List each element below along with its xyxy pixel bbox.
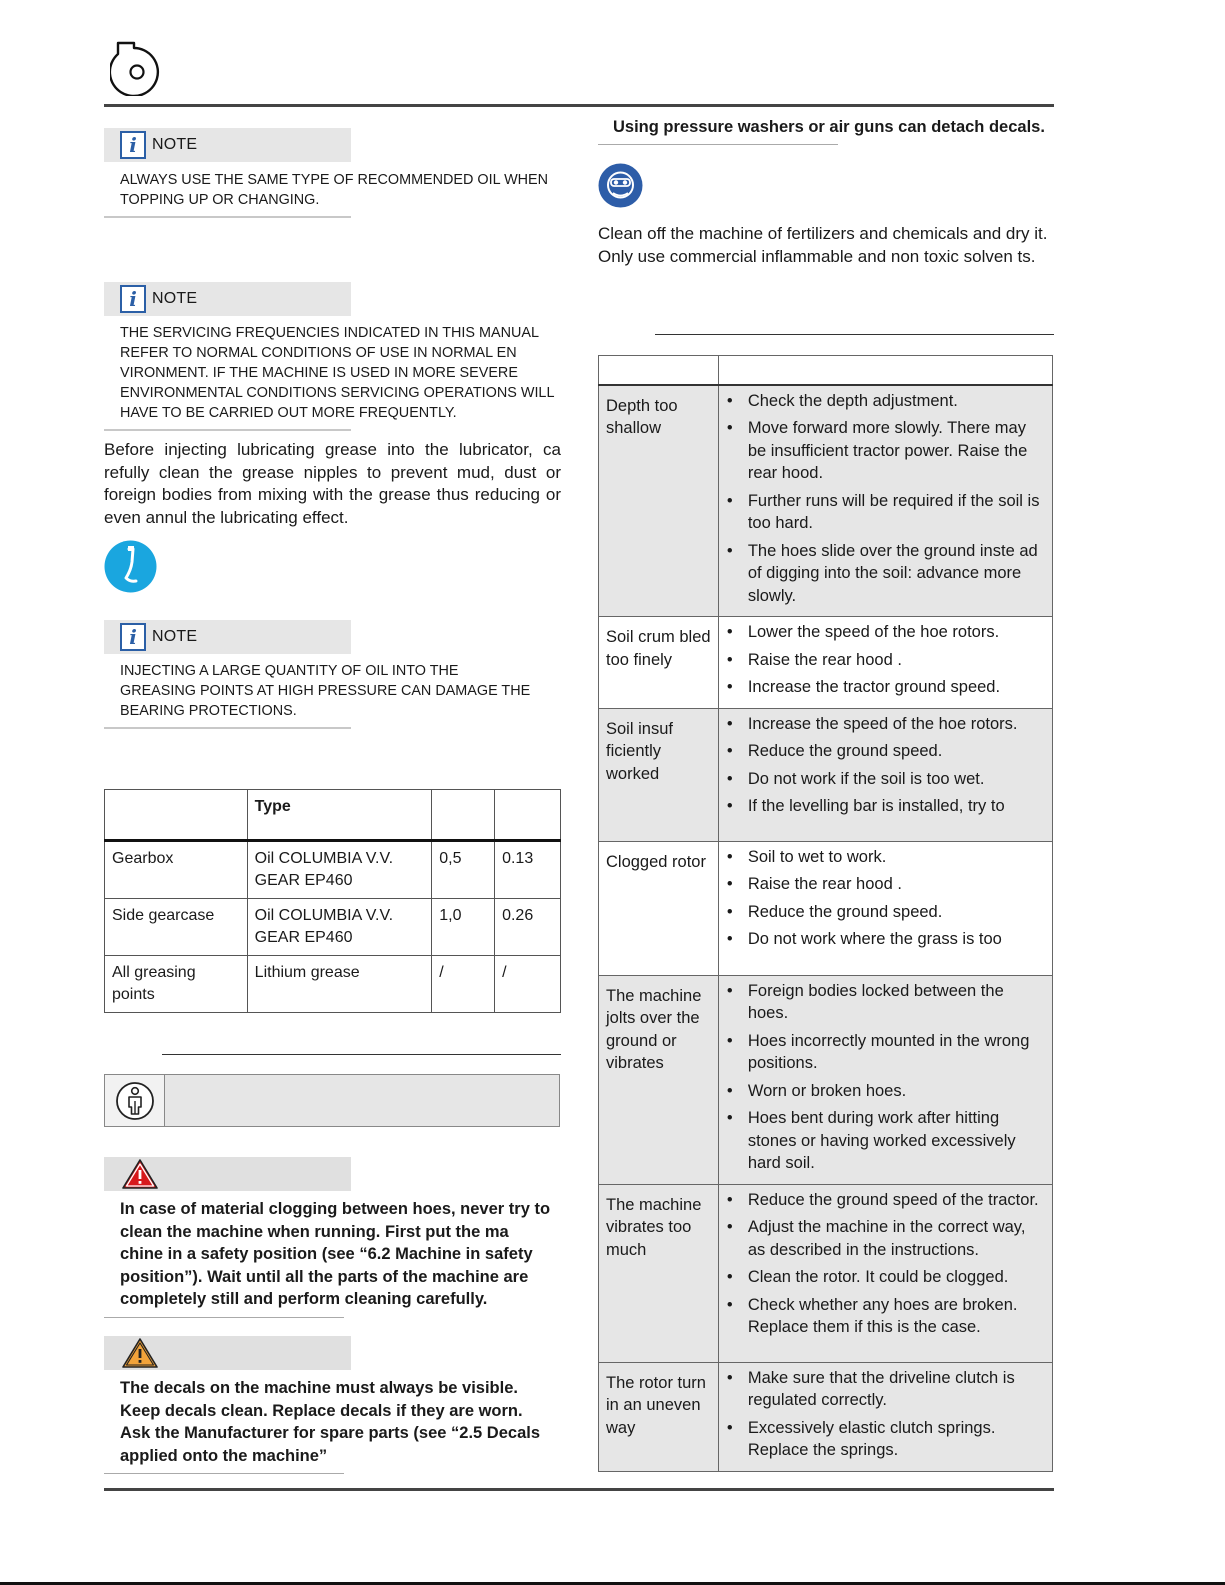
remedy-cell (718, 617, 1052, 709)
table-row (599, 385, 1053, 617)
warning-header (104, 1336, 351, 1370)
remedy-list (727, 621, 1046, 699)
problem-cell: The machine vibrates too much (599, 1184, 719, 1362)
list-item: • Lower the speed of the hoe rotors. (727, 621, 1046, 644)
operator-box (104, 1074, 560, 1127)
remedy-list (727, 1367, 1046, 1462)
caution-triangle-icon (121, 1337, 159, 1369)
table-cell: All greasing points (105, 956, 248, 1013)
table-cell: Oil COLUMBIA V.V. GEAR EP460 (247, 841, 432, 899)
note-block (104, 282, 559, 431)
remedy-cell (718, 841, 1052, 975)
list-item: • Make sure that the driveline clutch is regulated correctly. (727, 1367, 1046, 1412)
table-row (599, 708, 1053, 841)
table-row (599, 841, 1053, 975)
table-header-cell (718, 356, 1052, 385)
remedy-cell (718, 708, 1052, 841)
info-icon: i (120, 285, 146, 313)
table-cell: Side gearcase (105, 899, 248, 956)
table-row (105, 956, 561, 1013)
clean-paragraph: Clean off the machine of fertilizers and chemicals and dry it. Only use commercial inflammable and non toxic solven ts. (598, 224, 1048, 266)
remedy-cell (718, 975, 1052, 1184)
list-item: • Check whether any hoes are broken. Replace them if this is the case. (727, 1294, 1046, 1339)
note-header (104, 620, 351, 654)
table-header-cell (105, 790, 248, 841)
list-item: • Foreign bodies locked between the hoes. (727, 980, 1046, 1025)
info-icon: i (120, 623, 146, 651)
table-row (105, 899, 561, 956)
warning-rule (598, 144, 838, 145)
caution-warning-block (104, 1336, 554, 1474)
problem-cell: Soil crum bled too finely (599, 617, 719, 709)
table-cell: Oil COLUMBIA V.V. GEAR EP460 (247, 899, 432, 956)
warning-header (104, 1157, 351, 1191)
remedy-list (727, 980, 1046, 1175)
note-rule (104, 429, 351, 431)
list-item: • Increase the speed of the hoe rotors. (727, 713, 1046, 736)
note-rule (104, 727, 351, 729)
table-header-row (105, 790, 561, 841)
note-text: ALWAYS USE THE SAME TYPE OF RECOMMENDED OIL WHEN TOPPING UP OR CHANGING. (120, 172, 549, 208)
lubricant-table (104, 789, 561, 1013)
remedy-list (727, 713, 1046, 818)
list-item: • Hoes incorrectly mounted in the wrong positions. (727, 1030, 1046, 1075)
list-item: • Move forward more slowly. There may be insufficient tractor power. Raise the rear hood. (727, 417, 1046, 485)
danger-triangle-icon (121, 1158, 159, 1190)
note-header (104, 128, 351, 162)
list-item: • Reduce the ground speed of the tractor. (727, 1189, 1046, 1212)
table-cell: 1,0 (432, 899, 495, 956)
note-label: NOTE (152, 290, 198, 307)
list-item: • Adjust the machine in the correct way, as described in the instructions. (727, 1216, 1046, 1261)
header-rule (104, 104, 1054, 107)
troubleshooting-table (598, 355, 1053, 1472)
list-item: • Further runs will be required if the soil is too hard. (727, 490, 1046, 535)
section-rule (655, 334, 1054, 335)
remedy-list (727, 1189, 1046, 1339)
list-item: • Soil to wet to work. (727, 846, 1046, 869)
problem-cell: Clogged rotor (599, 841, 719, 975)
table-header-row (599, 356, 1053, 385)
list-item: • Worn or broken hoes. (727, 1080, 1046, 1103)
table-header-cell (495, 790, 561, 841)
table-header-cell (599, 356, 719, 385)
section-rule (162, 1054, 561, 1055)
remedy-cell (718, 1184, 1052, 1362)
list-item: • Reduce the ground speed. (727, 740, 1046, 763)
list-item: • If the levelling bar is installed, try to (727, 795, 1046, 818)
problem-cell: The machine jolts over the ground or vibrates (599, 975, 719, 1184)
list-item: • Clean the rotor. It could be clogged. (727, 1266, 1046, 1289)
problem-cell: Soil insuf ficiently worked (599, 708, 719, 841)
note-rule (104, 216, 351, 218)
table-row (599, 975, 1053, 1184)
note-header (104, 282, 351, 316)
note-block (104, 128, 564, 218)
list-item: • Do not work if the soil is too wet. (727, 768, 1046, 791)
list-item: • Raise the rear hood . (727, 873, 1046, 896)
list-item: • Do not work where the grass is too (727, 928, 1046, 951)
table-cell: Gearbox (105, 841, 248, 899)
note-label: NOTE (152, 136, 198, 153)
pressure-warning-text: Using pressure washers or air guns can detach decals. (613, 118, 1045, 136)
table-row (599, 1184, 1053, 1362)
list-item: • Raise the rear hood . (727, 649, 1046, 672)
grease-gun-icon (104, 540, 157, 593)
operator-icon (105, 1075, 165, 1126)
table-row (599, 1362, 1053, 1471)
list-item: • Hoes bent during work after hitting stones or having worked excessively hard soil. (727, 1107, 1046, 1175)
grease-paragraph: Before injecting lubricating grease into the lubricator, ca refully clean the grease nipples to prevent mud, dust or foreign bodies from mixing with the grease thus reducing or even annul the lubricating effect. (104, 440, 561, 527)
warning-rule (104, 1473, 344, 1474)
remedy-cell (718, 1362, 1052, 1471)
remedy-list (727, 846, 1046, 951)
list-item: • Increase the tractor ground speed. (727, 676, 1046, 699)
table-header-cell: Type (247, 790, 432, 841)
table-cell: / (495, 956, 561, 1013)
table-row (599, 617, 1053, 709)
table-cell: Lithium grease (247, 956, 432, 1013)
warning-text: In case of material clogging between hoes, never try to clean the machine when running. First put the ma chine in a safety position (see “6.2 Machine in safety position”). Wait until all the parts of the machine are completely still and perform cleaning carefully. (120, 1200, 551, 1308)
danger-warning-block (104, 1157, 554, 1318)
table-cell: 0,5 (432, 841, 495, 899)
list-item: • Reduce the ground speed. (727, 901, 1046, 924)
remedy-list (727, 390, 1046, 608)
note-text: THE SERVICING FREQUENCIES INDICATED IN THIS MANUAL REFER TO NORMAL CONDITIONS OF USE IN NORMAL EN VIRONMENT. IF THE MACHINE IS USED IN MORE SEVERE ENVIRONMENTAL CONDITIONS SERVICING OPERATIONS WILL HAVE TO BE CARRIED OUT MORE FREQUENTLY. (120, 325, 554, 421)
note-text: INJECTING A LARGE QUANTITY OF OIL INTO THE GREASING POINTS AT HIGH PRESSURE CAN DAMAGE THE BEARING PROTECTIONS. (120, 663, 531, 719)
footer-rule (104, 1488, 1054, 1491)
table-cell: 0.13 (495, 841, 561, 899)
list-item: • The hoes slide over the ground inste ad of digging into the soil: advance more slowly. (727, 540, 1046, 608)
list-item: • Check the depth adjustment. (727, 390, 1046, 413)
table-cell: / (432, 956, 495, 1013)
problem-cell: Depth too shallow (599, 385, 719, 617)
list-item: • Excessively elastic clutch springs. Replace the springs. (727, 1417, 1046, 1462)
table-row (105, 841, 561, 899)
warning-rule (104, 1317, 344, 1318)
note-block (104, 620, 534, 729)
info-icon: i (120, 131, 146, 159)
note-label: NOTE (152, 628, 198, 645)
problem-cell: The rotor turn in an uneven way (599, 1362, 719, 1471)
machine-logo-icon (110, 40, 164, 96)
safety-goggles-icon (598, 163, 643, 208)
remedy-cell (718, 385, 1052, 617)
table-cell: 0.26 (495, 899, 561, 956)
warning-text: The decals on the machine must always be visible. Keep decals clean. Replace decals if they are worn. Ask the Manufacturer for spare parts (see “2.5 Decals applied onto the machine” (120, 1379, 541, 1465)
table-header-cell (432, 790, 495, 841)
